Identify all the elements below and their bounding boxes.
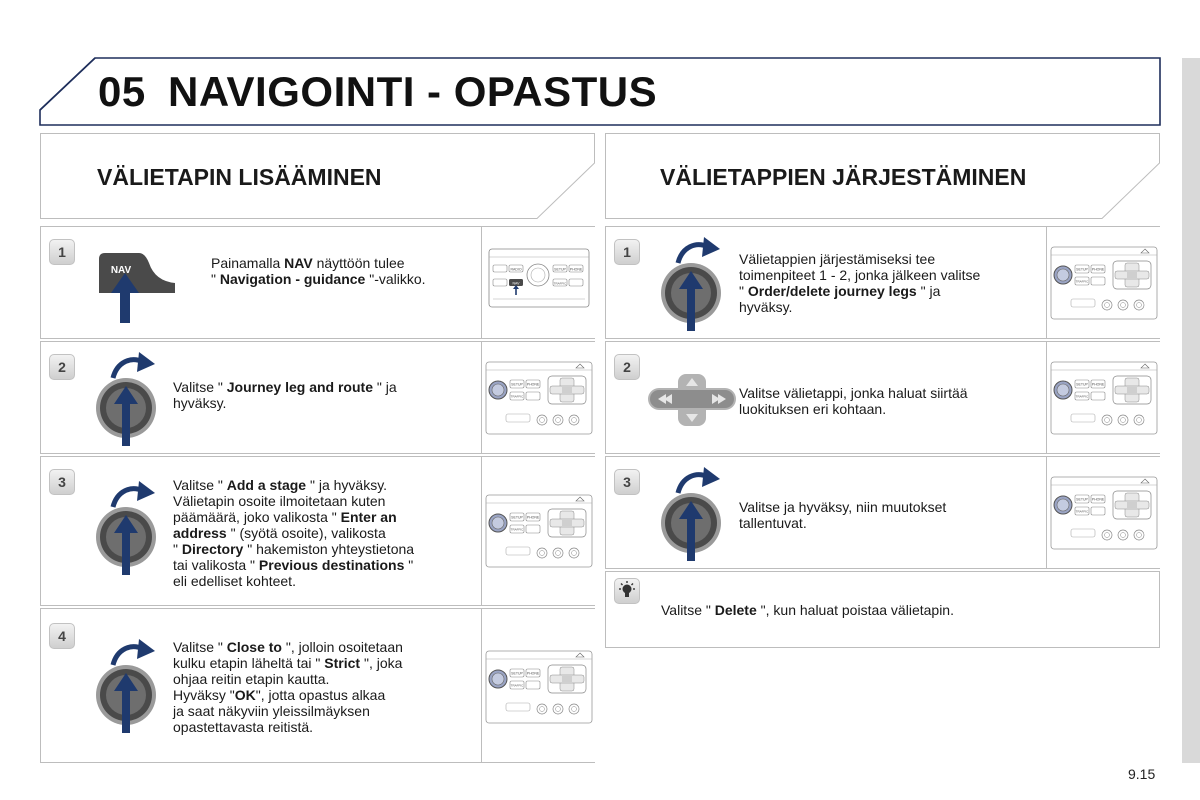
emphasized-term: Journey leg and route — [226, 379, 373, 395]
text-line — [739, 401, 968, 417]
step-card — [40, 341, 595, 454]
svg-text:PHONE: PHONE — [526, 382, 540, 387]
text-fragment: " hakemiston yhteystietona — [243, 541, 415, 557]
tip-text — [661, 602, 954, 618]
left-panel-title: VÄLIETAPIN LISÄÄMINEN — [97, 164, 382, 190]
text-line — [661, 602, 954, 618]
step-control-illustration — [91, 350, 161, 455]
svg-text:TRAFFIC: TRAFFIC — [510, 683, 524, 688]
emphasized-term: Navigation - guidance — [219, 271, 366, 287]
svg-text:PHONE: PHONE — [569, 267, 583, 272]
emphasized-term: OK — [234, 687, 256, 703]
text-fragment: " — [404, 557, 414, 573]
text-fragment: " — [173, 541, 182, 557]
radio-diagram — [484, 358, 594, 443]
radio-diagram — [1049, 243, 1159, 328]
text-fragment: " — [739, 283, 748, 299]
text-fragment: tallentuvat. — [739, 515, 807, 531]
text-fragment: näyttöön tulee — [312, 255, 405, 271]
svg-text:SETUP: SETUP — [511, 382, 523, 387]
step-control-illustration — [91, 479, 161, 584]
text-fragment: Välietappien järjestämiseksi tee — [739, 251, 936, 267]
chapter-number: 05 — [98, 68, 146, 115]
step-instructions — [211, 255, 426, 287]
radio-diagram — [484, 491, 594, 576]
step-control-illustration — [91, 637, 161, 742]
text-fragment: opastettavasta reitistä. — [173, 719, 314, 735]
car-radio-thumbnail — [1049, 473, 1159, 553]
step-instructions — [739, 385, 968, 417]
rotary-knob-icon — [91, 350, 161, 450]
rotary-knob-icon — [91, 637, 161, 737]
text-line — [173, 573, 414, 589]
text-fragment: ", jolloin osoitetaan — [281, 639, 403, 655]
text-line — [739, 515, 946, 531]
text-fragment: Valitse " — [173, 379, 227, 395]
text-line — [173, 655, 403, 671]
text-line — [211, 255, 426, 271]
text-line — [173, 687, 403, 703]
svg-text:PHONE: PHONE — [526, 515, 540, 520]
radio-diagram-cell — [481, 609, 595, 762]
step-number-badge: 3 — [49, 469, 75, 495]
text-fragment: ja saat näkyviin yleissilmäyksen — [173, 703, 370, 719]
svg-text:TRAFFIC: TRAFFIC — [1075, 279, 1089, 284]
text-line — [173, 639, 403, 655]
left-panel-title-box — [40, 133, 595, 219]
nav-button-icon — [91, 245, 181, 325]
emphasized-term: Order/delete journey legs — [747, 283, 917, 299]
text-line — [739, 283, 980, 299]
svg-text:TRAFFIC: TRAFFIC — [510, 394, 524, 399]
text-line — [739, 267, 980, 283]
step-number-badge: 1 — [49, 239, 75, 265]
step-card — [40, 608, 595, 763]
emphasized-term: Close to — [226, 639, 282, 655]
right-panel-title: VÄLIETAPPIEN JÄRJESTÄMINEN — [660, 164, 1027, 190]
text-fragment: Valitse ja hyväksy, niin muutokset — [739, 499, 947, 515]
step-control-illustration — [646, 372, 738, 433]
text-line — [739, 251, 980, 267]
page-number: 9.15 — [1128, 766, 1156, 782]
emphasized-term: NAV — [284, 255, 313, 271]
svg-text:SETUP: SETUP — [554, 267, 566, 272]
text-line — [173, 525, 414, 541]
text-line — [173, 671, 403, 687]
text-line — [211, 271, 426, 287]
radio-diagram-cell — [1046, 457, 1160, 568]
text-line — [173, 493, 414, 509]
text-fragment: ", kun haluat poistaa välietapin. — [756, 602, 954, 618]
svg-text:SETUP: SETUP — [511, 515, 523, 520]
text-fragment: kulku etapin läheltä tai " — [173, 655, 325, 671]
text-line — [739, 299, 980, 315]
car-radio-thumbnail — [484, 491, 594, 571]
svg-text:TRAFFIC: TRAFFIC — [1075, 394, 1089, 399]
text-line — [739, 499, 946, 515]
step-control-illustration — [656, 465, 726, 570]
svg-text:TRAFFIC: TRAFFIC — [1075, 509, 1089, 514]
text-fragment: Painamalla — [211, 255, 285, 271]
car-radio-thumbnail — [487, 243, 591, 313]
text-line — [173, 557, 414, 573]
step-instructions — [173, 477, 414, 589]
text-fragment: ohjaa reitin etapin kautta. — [173, 671, 330, 687]
text-fragment: päämäärä, joko valikosta " — [173, 509, 341, 525]
svg-text:PHONE: PHONE — [1091, 267, 1105, 272]
text-fragment: Hyväksy " — [173, 687, 235, 703]
radio-diagram-cell — [1046, 227, 1160, 338]
step-number-badge: 1 — [614, 239, 640, 265]
emphasized-term: Strict — [324, 655, 361, 671]
radio-diagram-cell — [481, 342, 595, 453]
step-control-illustration — [91, 245, 181, 330]
text-line — [173, 379, 397, 395]
step-instructions — [739, 499, 946, 531]
step-control-illustration — [656, 235, 726, 340]
step-card — [605, 226, 1160, 339]
text-fragment: Valitse " — [173, 639, 227, 655]
rotary-knob-icon — [656, 235, 726, 335]
svg-text:TRAFFIC: TRAFFIC — [510, 527, 524, 532]
emphasized-term: Enter an — [340, 509, 397, 525]
text-fragment: Valitse " — [661, 602, 715, 618]
tip-card — [605, 571, 1160, 648]
emphasized-term: Add a stage — [226, 477, 307, 493]
chapter-title: NAVIGOINTI - OPASTUS — [168, 68, 658, 115]
car-radio-thumbnail — [484, 358, 594, 438]
rotary-knob-icon — [656, 465, 726, 565]
step-card — [40, 226, 595, 339]
radio-diagram — [1049, 473, 1159, 558]
lightbulb-icon — [616, 580, 638, 602]
text-fragment: hyväksy. — [739, 299, 793, 315]
radio-diagram — [484, 647, 594, 732]
svg-text:RADIO: RADIO — [510, 267, 522, 272]
radio-diagram-cell — [481, 227, 595, 338]
svg-text:TRAFFIC: TRAFFIC — [553, 281, 567, 286]
step-card — [605, 456, 1160, 569]
svg-text:NAV: NAV — [110, 265, 132, 276]
text-fragment: " (syötä osoite), valikosta — [226, 525, 386, 541]
text-line — [173, 719, 403, 735]
text-fragment: " — [211, 271, 220, 287]
car-radio-thumbnail — [1049, 243, 1159, 323]
step-number-badge: 2 — [614, 354, 640, 380]
text-fragment: eli edelliset kohteet. — [173, 573, 296, 589]
tip-badge — [614, 578, 640, 604]
step-instructions — [173, 639, 403, 735]
right-panel-title-box — [605, 133, 1160, 219]
emphasized-term: address — [173, 525, 227, 541]
step-number-badge: 4 — [49, 623, 75, 649]
text-fragment: hyväksy. — [173, 395, 227, 411]
text-line — [173, 541, 414, 557]
text-fragment: " ja — [372, 379, 397, 395]
step-instructions — [739, 251, 980, 315]
svg-text:SETUP: SETUP — [1076, 267, 1088, 272]
text-line — [173, 509, 414, 525]
svg-text:SETUP: SETUP — [511, 671, 523, 676]
radio-diagram — [487, 243, 591, 318]
text-line — [173, 703, 403, 719]
text-fragment: Valitse " — [173, 477, 227, 493]
text-line — [173, 477, 414, 493]
emphasized-term: Directory — [181, 541, 244, 557]
car-radio-thumbnail — [484, 647, 594, 727]
emphasized-term: Delete — [714, 602, 757, 618]
svg-text:PHONE: PHONE — [526, 671, 540, 676]
text-fragment: luokituksen eri kohtaan. — [739, 401, 887, 417]
chapter-side-tab — [1182, 58, 1200, 763]
step-instructions — [173, 379, 397, 411]
text-line — [173, 395, 397, 411]
step-card — [605, 341, 1160, 454]
text-fragment: " ja hyväksy. — [306, 477, 388, 493]
radio-diagram — [1049, 358, 1159, 443]
emphasized-term: Previous destinations — [258, 557, 405, 573]
radio-diagram-cell — [481, 457, 595, 605]
svg-text:PHONE: PHONE — [1091, 382, 1105, 387]
step-number-badge: 3 — [614, 469, 640, 495]
rotary-knob-icon — [91, 479, 161, 579]
svg-text:PHONE: PHONE — [1091, 497, 1105, 502]
svg-text:SETUP: SETUP — [1076, 382, 1088, 387]
directional-pad-icon — [646, 372, 738, 428]
step-card — [40, 456, 595, 606]
svg-text:SETUP: SETUP — [1076, 497, 1088, 502]
step-number-badge: 2 — [49, 354, 75, 380]
text-fragment: "-valikko. — [365, 271, 426, 287]
text-fragment: ", jotta opastus alkaa — [255, 687, 386, 703]
svg-text:NAV: NAV — [512, 281, 520, 286]
text-fragment: Välietapin osoite ilmoitetaan kuten — [173, 493, 386, 509]
text-fragment: tai valikosta " — [173, 557, 259, 573]
text-fragment: ", joka — [360, 655, 403, 671]
car-radio-thumbnail — [1049, 358, 1159, 438]
text-fragment: toimenpiteet 1 - 2, jonka jälkeen valitse — [739, 267, 981, 283]
text-line — [739, 385, 968, 401]
text-fragment: " ja — [916, 283, 941, 299]
radio-diagram-cell — [1046, 342, 1160, 453]
text-fragment: Valitse välietappi, jonka haluat siirtää — [739, 385, 968, 401]
